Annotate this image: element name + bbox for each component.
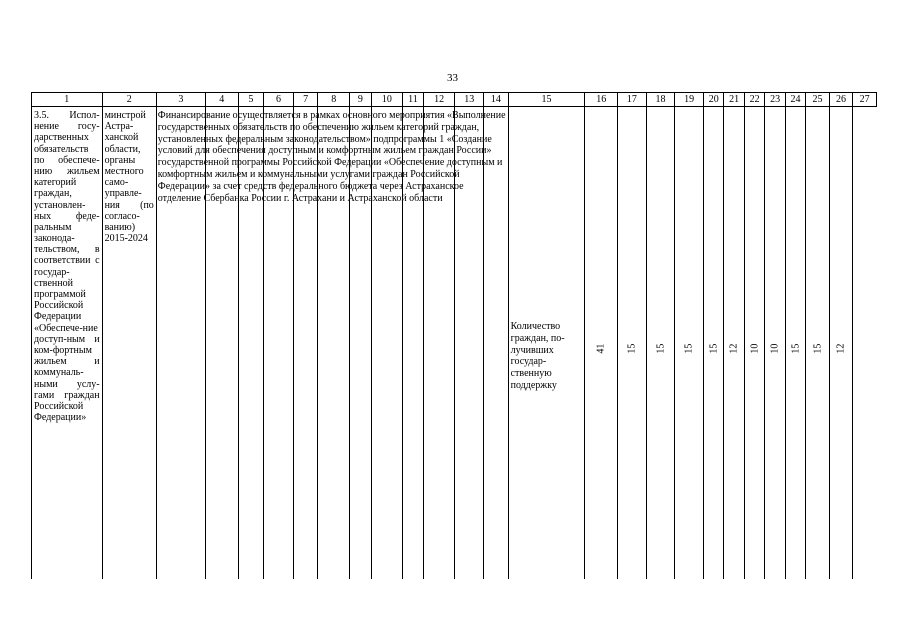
col-header-7: 7 bbox=[293, 93, 318, 107]
col-header-19: 19 bbox=[675, 93, 704, 107]
col-header-4: 4 bbox=[205, 93, 238, 107]
value-cell-24 bbox=[785, 107, 805, 579]
col-header-27: 27 bbox=[853, 93, 877, 107]
indicator-value: 12 bbox=[835, 343, 847, 354]
indicator-value: 41 bbox=[595, 343, 607, 354]
col-header-26: 26 bbox=[829, 93, 853, 107]
col-header-3: 3 bbox=[156, 93, 205, 107]
indicator-value: 10 bbox=[769, 343, 781, 354]
value-cell-16 bbox=[585, 107, 618, 579]
value-cell-19 bbox=[675, 107, 704, 579]
value-cell-20 bbox=[703, 107, 723, 579]
financing-note: Финансирование осуществляется в рамках основного мероприятия «Выполнение государственных обязательств по обеспечению жильем категорий граждан, установленных федеральным законодательством» подпрограммы 1 «Создание условий для обеспечения доступным и комфортным жильем граждан России» государственной программы Российской Федерации «Обеспечение доступным и комфортным жильем и коммунальными услугами граждан Российской Федерации» за счет средств федерального бюджета через Астраханское отделение Сбербанка России г. Астрахани и Астраханской области bbox=[157, 110, 506, 204]
indicator-value: 15 bbox=[654, 343, 666, 354]
financing-cell bbox=[156, 107, 506, 579]
indicator-value: 12 bbox=[728, 343, 740, 354]
value-cell-23 bbox=[765, 107, 785, 579]
col-header-8: 8 bbox=[318, 93, 350, 107]
col-header-5: 5 bbox=[238, 93, 264, 107]
value-cell-21 bbox=[724, 107, 744, 579]
value-cell-25 bbox=[806, 107, 830, 579]
header-row bbox=[32, 93, 877, 107]
indicator-name: Количество граждан, по-лучивших государ-ственную поддержку bbox=[510, 321, 565, 391]
responsible-executor-cell: минстрой Астра-ханской области, органы местного само-управле-ния (по согласо-ванию) 2015-2024 bbox=[102, 107, 156, 579]
col-header-16: 16 bbox=[585, 93, 618, 107]
value-cell-18 bbox=[646, 107, 675, 579]
measure-name-cell: 3.5. Испол-нение госу-дарственных обязательств по обеспече-нию жильем категорий граждан, установлен-ных феде-ральным законода-тельством, в соответствии с государ-ственной программой Российской Федерации «Обеспече-ние доступ-ным и ком-фортным жильем и коммуналь-ными услу-гами граждан Российской Федерации» bbox=[32, 107, 103, 579]
col-header-14: 14 bbox=[484, 93, 509, 107]
col-header-20: 20 bbox=[703, 93, 723, 107]
col-header-22: 22 bbox=[744, 93, 764, 107]
indicator-value: 15 bbox=[789, 343, 801, 354]
indicator-value: 15 bbox=[708, 343, 720, 354]
col-header-24: 24 bbox=[785, 93, 805, 107]
table-row bbox=[32, 107, 877, 579]
value-cell-26 bbox=[829, 107, 853, 579]
indicator-value: 15 bbox=[683, 343, 695, 354]
page-number: 33 bbox=[447, 72, 458, 84]
program-table bbox=[31, 92, 877, 579]
col-header-1: 1 bbox=[32, 93, 103, 107]
col-header-13: 13 bbox=[455, 93, 484, 107]
value-cell-17 bbox=[618, 107, 647, 579]
indicator-value: 10 bbox=[749, 343, 761, 354]
col-header-25: 25 bbox=[806, 93, 830, 107]
col-header-9: 9 bbox=[350, 93, 371, 107]
indicator-cell bbox=[508, 107, 585, 579]
col-header-10: 10 bbox=[371, 93, 403, 107]
col-header-12: 12 bbox=[423, 93, 455, 107]
col-header-6: 6 bbox=[264, 93, 294, 107]
indicator-value: 15 bbox=[811, 343, 823, 354]
col-header-23: 23 bbox=[765, 93, 785, 107]
col-header-17: 17 bbox=[618, 93, 647, 107]
col-header-15: 15 bbox=[508, 93, 585, 107]
col-header-2: 2 bbox=[102, 93, 156, 107]
col-header-21: 21 bbox=[724, 93, 744, 107]
col-header-11: 11 bbox=[403, 93, 423, 107]
indicator-value: 15 bbox=[626, 343, 638, 354]
col-header-18: 18 bbox=[646, 93, 675, 107]
value-cell-22 bbox=[744, 107, 764, 579]
